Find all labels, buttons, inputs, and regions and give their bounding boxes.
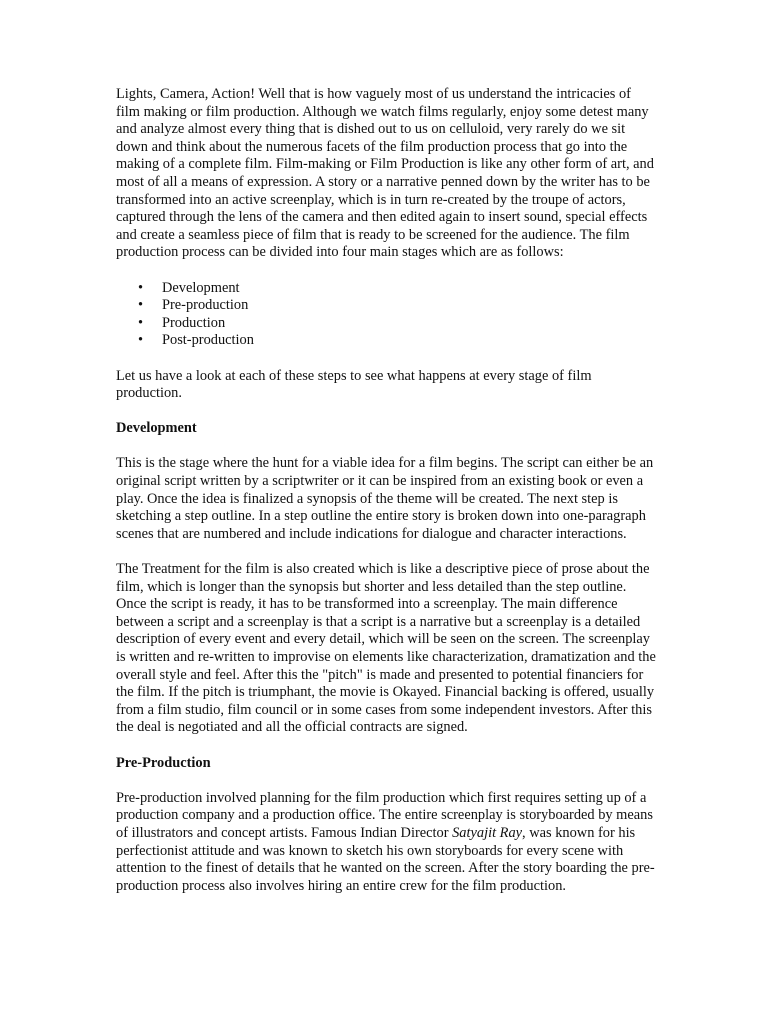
list-item bbox=[116, 280, 656, 298]
development-paragraph-1: This is the stage where the hunt for a viable idea for a film begins. The script can either be an original script written by a scriptwriter or it can be inspired from an existing book or even a play. Once the idea is finalized a synopsis of the theme will be created. The next step is sketching a step outline. In a step outline the entire story is broken down into one-paragraph scenes that are numbered and include indications for dialogue and character interactions. bbox=[116, 455, 654, 542]
document-page bbox=[116, 86, 656, 913]
preproduction-text-before: Pre-production involved planning for the film production which first requires setting up of a production company and a production office. The entire screenplay is storyboarded by means of illustrators and concept artists. Famous Indian Director bbox=[116, 789, 653, 841]
development-paragraph-2: The Treatment for the film is also created which is like a descriptive piece of prose about the film, which is longer than the synopsis but shorter and less detailed than the step outline. Once the script is ready, it has to be transformed into a screenplay. The main difference between a script and a screenplay is that a script is a narrative but a screenplay is a detailed description of every event and every detail, which will be seen on the screen. The screenplay is written and re-written to improvise on elements like characterization, dramatization and the overall style and feel. After this the "pitch" is made and presented to potential financiers for the film. If the pitch is triumphant, the movie is Okayed. Financial backing is offered, usually from a film studio, film council or in some cases from some independent investors. After this the deal is negotiated and all the official contracts are signed. bbox=[116, 561, 656, 736]
transition-paragraph: Let us have a look at each of these steps to see what happens at every stage of film production. bbox=[116, 367, 592, 402]
intro-paragraph: Lights, Camera, Action! Well that is how vaguely most of us understand the intricacies of film making or film production. Although we watch films regularly, enjoy some detest many and analyze almost every thing that is dished out to us on celluloid, very rarely do we sit down and think about the numerous facets of the film production process that go into the making of a complete film. Film-making or Film Production is like any other form of art, and most of all a means of expression. A story or a narrative penned down by the writer has to be transformed into an active screenplay, which is in turn re-created by the troupe of actors, captured through the lens of the camera and then edited again to insert sound, special effects and create a seamless piece of film that is ready to be screened for the audience. The film production process can be divided into four main stages which are as follows: bbox=[116, 86, 654, 261]
bullet-icon: • bbox=[138, 279, 144, 296]
list-item-label: Pre-production bbox=[162, 297, 249, 314]
list-item-label: Post-production bbox=[162, 332, 254, 349]
preproduction-paragraph-1 bbox=[116, 790, 656, 896]
bullet-icon: • bbox=[138, 297, 144, 314]
list-item bbox=[116, 297, 656, 315]
list-item-label: Production bbox=[162, 314, 226, 331]
section-heading-preproduction: Pre-Production bbox=[116, 754, 211, 771]
stages-list bbox=[116, 280, 656, 350]
section-heading-development: Development bbox=[116, 420, 197, 437]
list-item-label: Development bbox=[162, 279, 240, 296]
director-name: Satyajit Ray bbox=[452, 824, 523, 841]
bullet-icon: • bbox=[138, 332, 144, 349]
list-item bbox=[116, 315, 656, 333]
list-item bbox=[116, 332, 656, 350]
preproduction-text-after: , was known for his perfectionist attitude and was known to sketch his own storyboards for every scene with attention to the finest of details that he wanted on the screen. After the story boarding the pre-production process also involves hiring an entire crew for the film production. bbox=[116, 824, 655, 894]
bullet-icon: • bbox=[138, 314, 144, 331]
